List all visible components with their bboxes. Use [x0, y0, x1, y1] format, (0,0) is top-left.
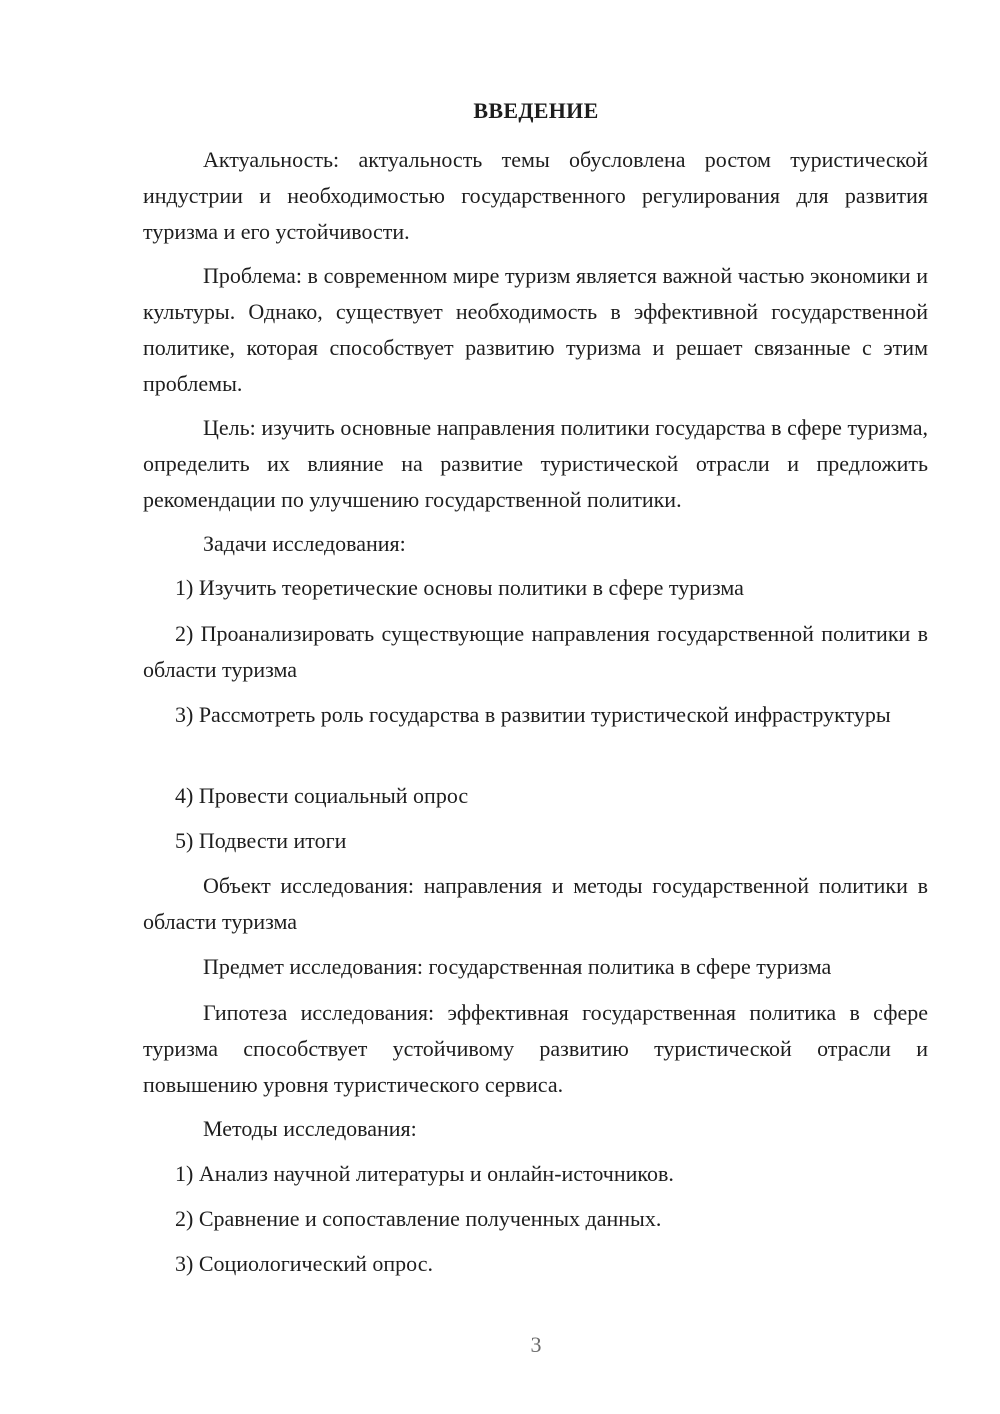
list-item-method-2: 2) Сравнение и сопоставление полученных данных. [175, 1206, 662, 1231]
paragraph-relevance: Актуальность: актуальность темы обусловлена ростом туристической индустрии и необходимостью государственного регулирования для развития туризма и его устойчивости. [143, 147, 928, 244]
paragraph-goal: Цель: изучить основные направления политики государства в сфере туризма, определить их влияние на развитие туристической отрасли и предложить рекомендации по улучшению государственной политики. [143, 415, 928, 512]
paragraph-hypothesis: Гипотеза исследования: эффективная государственная политика в сфере туризма способствует устойчивому развитию туристической отрасли и повышению уровня туристического сервиса. [143, 1000, 928, 1097]
page-number: 3 [530, 1332, 542, 1357]
page-title: ВВЕДЕНИЕ [473, 98, 599, 123]
list-item-method-3: 3) Социологический опрос. [175, 1251, 433, 1276]
list-item-task-4: 4) Провести социальный опрос [175, 783, 469, 808]
list-item-task-5: 5) Подвести итоги [175, 828, 347, 853]
paragraph-methods-heading: Методы исследования: [203, 1116, 417, 1141]
paragraph-problem: Проблема: в современном мире туризм является важной частью экономики и культуры. Однако, существует необходимость в эффективной государственной политике, которая способствует развитию туризма и решает связанные с этим проблемы. [143, 263, 928, 396]
list-item-task-1: 1) Изучить теоретические основы политики в сфере туризма [175, 575, 744, 600]
list-item-task-2: 2) Проанализировать существующие направления государственной политики в области туризма [143, 621, 928, 682]
paragraph-tasks-heading: Задачи исследования: [203, 531, 406, 556]
paragraph-object: Объект исследования: направления и методы государственной политики в области туризма [143, 873, 928, 934]
paragraph-subject: Предмет исследования: государственная политика в сфере туризма [203, 954, 832, 979]
list-item-method-1: 1) Анализ научной литературы и онлайн-источников. [175, 1161, 674, 1186]
list-item-task-3: 3) Рассмотреть роль государства в развитии туристической инфраструктуры [175, 702, 891, 727]
